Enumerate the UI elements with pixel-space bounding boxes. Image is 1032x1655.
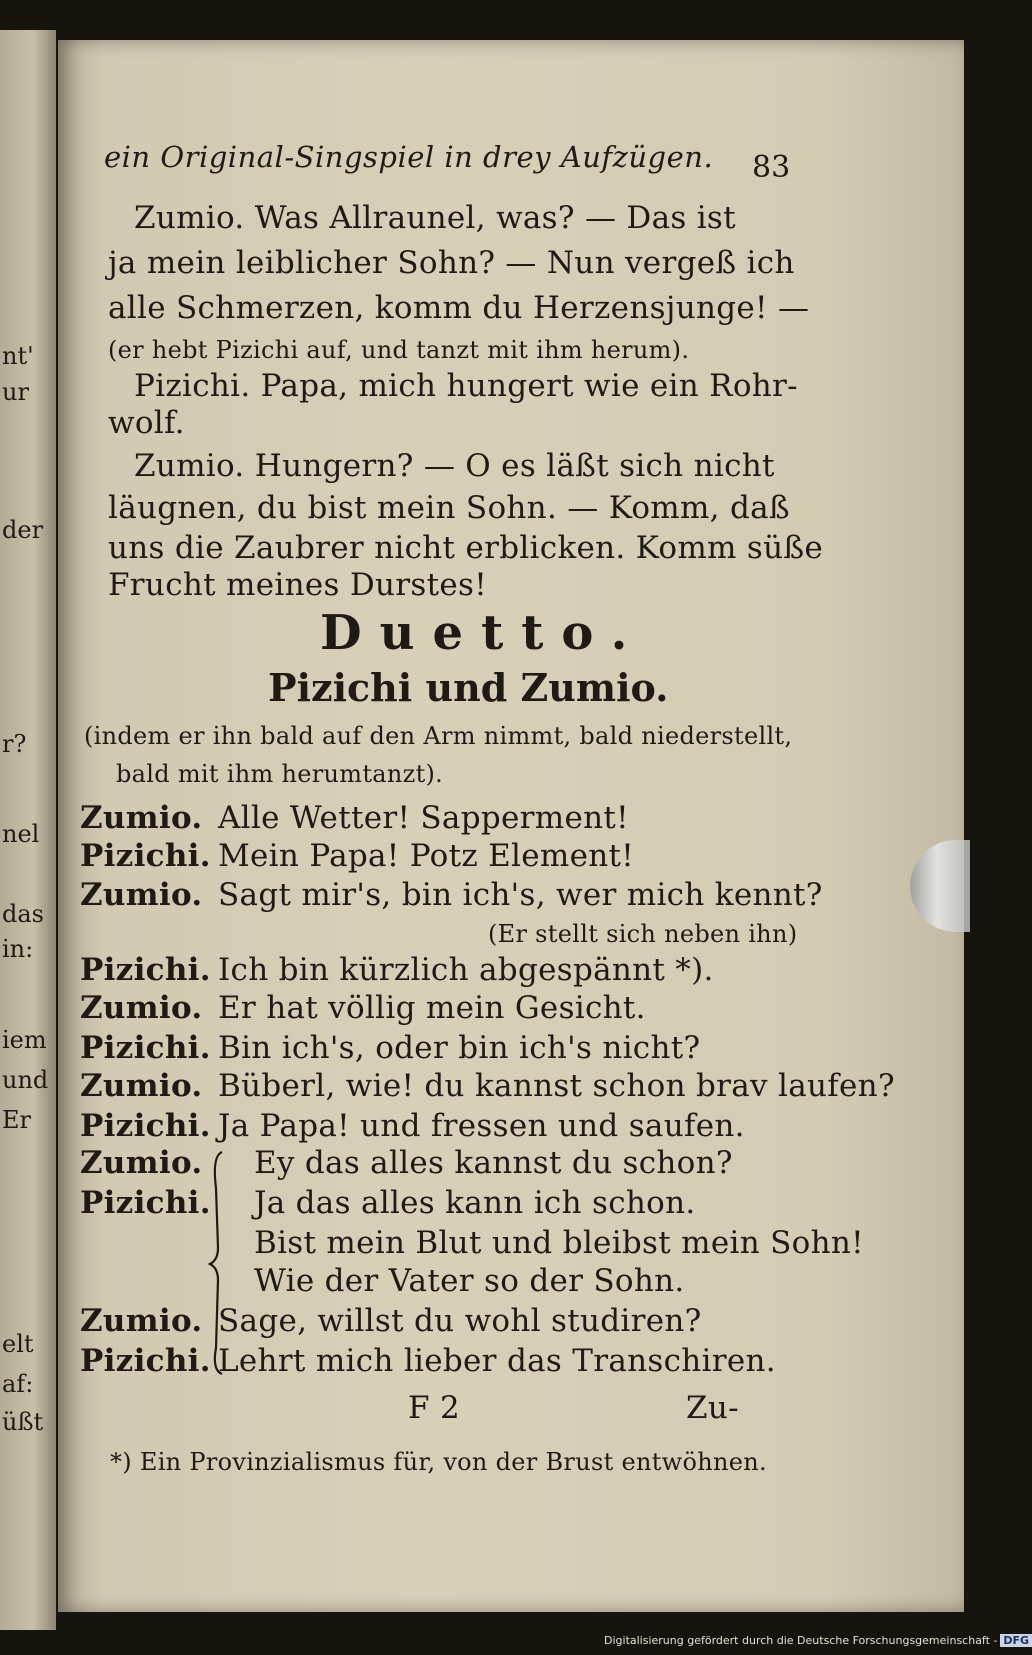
dialogue-text: Ja Papa! und fressen und saufen.: [218, 1108, 745, 1144]
body-line: läugnen, du bist mein Sohn. — Komm, daß: [108, 490, 790, 526]
speaker-name: Zumio.: [80, 990, 203, 1026]
left-page-fragment: der: [2, 516, 44, 544]
speaker-name: Pizichi.: [80, 1108, 211, 1144]
stage-direction: (indem er ihn bald auf den Arm nimmt, bald niederstellt,: [84, 722, 793, 750]
left-page-fragment: nt': [2, 342, 34, 370]
ensemble-line: Wie der Vater so der Sohn.: [254, 1263, 685, 1299]
speaker-name: Zumio.: [80, 1303, 203, 1339]
dfg-logo: DFG: [1000, 1634, 1032, 1647]
body-line: uns die Zaubrer nicht erblicken. Komm süße: [108, 530, 824, 566]
dialogue-line: [80, 838, 634, 874]
speaker-name: Pizichi.: [80, 1343, 211, 1379]
left-page-fragment: in:: [2, 935, 34, 963]
footnote: *) Ein Provinzialismus für, von der Brust entwöhnen.: [110, 1448, 767, 1476]
speaker-name: Zumio.: [80, 1145, 203, 1181]
catchword: Zu-: [686, 1390, 739, 1426]
left-page-fragment: das: [2, 900, 44, 928]
left-page-fragment: Er: [2, 1106, 31, 1134]
left-page-fragment: elt: [2, 1330, 34, 1358]
dialogue-text: Mein Papa! Potz Element!: [218, 838, 635, 874]
speaker-name: Zumio.: [80, 800, 203, 836]
dialogue-text: Ich bin kürzlich abgespännt *).: [218, 952, 714, 988]
digitization-note: [604, 1634, 1032, 1647]
speaker-name: Pizichi.: [80, 838, 211, 874]
section-title: Duetto.: [320, 605, 646, 661]
left-page-fragment: iem: [2, 1026, 47, 1054]
ensemble-line: Ja das alles kann ich schon.: [254, 1185, 696, 1221]
dialogue-text: Alle Wetter! Sapperment!: [218, 800, 629, 836]
stage-direction: (Er stellt sich neben ihn): [488, 920, 798, 948]
left-page-fragment: af:: [2, 1370, 34, 1398]
left-page-fragment: ur: [2, 378, 29, 406]
dialogue-line: [80, 952, 714, 988]
left-page-fragment: nel: [2, 820, 40, 848]
left-page-fragment: r?: [2, 730, 27, 758]
speaker-name: Pizichi.: [80, 952, 211, 988]
dialogue-line: [80, 1303, 702, 1339]
stage-direction: (er hebt Pizichi auf, und tanzt mit ihm herum).: [108, 336, 690, 364]
dialogue-text: Sagt mir's, bin ich's, wer mich kennt?: [218, 877, 823, 913]
dialogue-line: [80, 877, 823, 913]
body-line: Pizichi. Papa, mich hungert wie ein Rohr-: [134, 368, 798, 404]
dialogue-line: [80, 1108, 745, 1144]
dialogue-text: Bin ich's, oder bin ich's nicht?: [218, 1030, 701, 1066]
body-line: wolf.: [108, 405, 185, 441]
speaker-name: Zumio.: [80, 1068, 203, 1104]
dialogue-line: [80, 1343, 776, 1379]
dialogue-text: Er hat völlig mein Gesicht.: [218, 990, 646, 1026]
body-line: Zumio. Was Allraunel, was? — Das ist: [134, 200, 736, 236]
dialogue-line: [80, 1068, 895, 1104]
dialogue-text: Sage, willst du wohl studiren?: [218, 1303, 702, 1339]
body-line: Zumio. Hungern? — O es läßt sich nicht: [134, 448, 775, 484]
speaker-name: Pizichi.: [80, 1185, 211, 1221]
dialogue-text: Lehrt mich lieber das Transchiren.: [218, 1343, 776, 1379]
signature-mark: F 2: [408, 1390, 460, 1426]
speaker-name: Zumio.: [80, 877, 203, 913]
left-page-fragment: und: [2, 1066, 49, 1094]
section-subtitle: Pizichi und Zumio.: [268, 665, 669, 710]
dialogue-line: [80, 990, 646, 1026]
running-title: ein Original-Singspiel in drey Aufzügen.: [104, 140, 714, 174]
speaker-name: Pizichi.: [80, 1030, 211, 1066]
body-line: Frucht meines Durstes!: [108, 567, 487, 603]
body-line: ja mein leiblicher Sohn? — Nun vergeß ich: [108, 245, 795, 281]
page-number: 83: [752, 150, 791, 185]
digitization-text: Digitalisierung gefördert durch die Deutsche Forschungsgemeinschaft -: [604, 1634, 998, 1647]
dialogue-line: [80, 800, 629, 836]
left-page-edge: [0, 30, 56, 1630]
ensemble-line: Bist mein Blut und bleibst mein Sohn!: [254, 1225, 864, 1261]
dialogue-text: Büberl, wie! du kannst schon brav laufen?: [218, 1068, 895, 1104]
left-page-fragment: üßt: [2, 1408, 44, 1436]
dialogue-line: [80, 1030, 700, 1066]
stage-direction: bald mit ihm herumtanzt).: [116, 760, 444, 788]
ensemble-line: Ey das alles kannst du schon?: [254, 1145, 733, 1181]
body-line: alle Schmerzen, komm du Herzensjunge! —: [108, 290, 810, 326]
